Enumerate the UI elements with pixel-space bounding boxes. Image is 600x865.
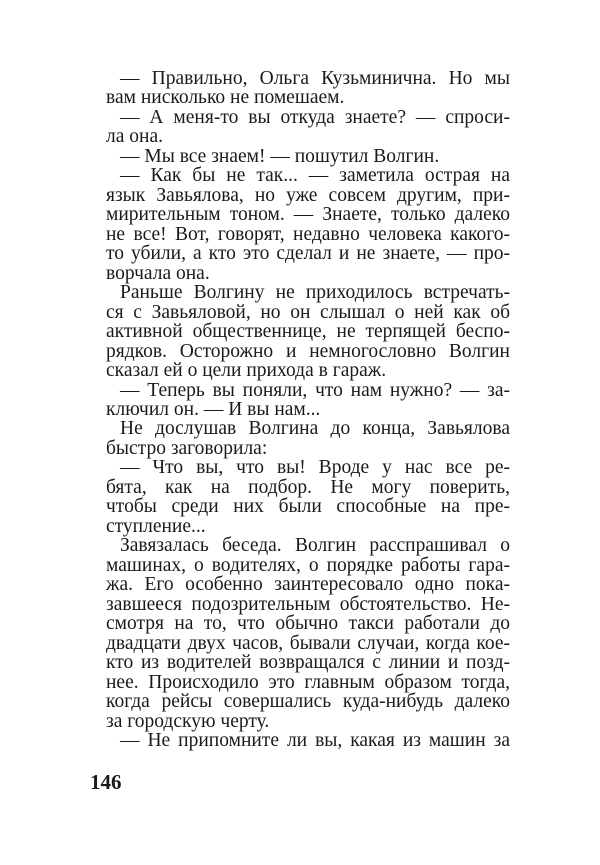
- text-line: за городскую черту.: [106, 710, 270, 732]
- text-line: — А меня-то вы откуда знаете? — спроси-: [120, 106, 510, 128]
- text-line: — Что вы, что вы! Вроде у нас все ре-: [120, 457, 510, 479]
- text-line: чтобы среди них были способные на пре-: [106, 496, 510, 518]
- text-line: когда рейсы совершались куда-нибудь далеко: [106, 691, 510, 713]
- page-number: 146: [90, 770, 122, 794]
- text-line: ворчала она.: [106, 262, 210, 284]
- text-line: вам нисколько не помешаем.: [106, 87, 345, 109]
- text-line: Не дослушав Волгина до конца, Завьялова: [120, 418, 510, 440]
- text-line: мирительным тоном. — Знаете, только далеко: [106, 204, 510, 226]
- text-line: нее. Происходило это главным образом тогда,: [106, 671, 510, 693]
- text-line: ключил он. — И вы нам...: [106, 399, 321, 420]
- text-line: — Мы все знаем! — пошутил Волгин.: [120, 145, 440, 167]
- text-line: — Теперь вы поняли, что нам нужно? — за-: [120, 379, 510, 401]
- text-line: ла она.: [106, 126, 163, 148]
- text-line: то убили, а кто это сделал и не знаете, — про-: [106, 243, 510, 265]
- text-line: — Правильно, Ольга Кузьминична. Но мы: [120, 68, 510, 89]
- text-line: не все! Вот, говорят, недавно человека какого-: [106, 223, 510, 245]
- text-line: смотря на то, что обычно такси работали до: [106, 613, 510, 635]
- text-line: Раньше Волгину не приходилось встречать-: [120, 282, 510, 304]
- text-line: — Не припомните ли вы, какая из машин за: [120, 730, 510, 751]
- text-line: рядков. Осторожно и немногословно Волгин: [106, 340, 510, 362]
- text-line: сказал ей о цели прихода в гараж.: [106, 360, 387, 382]
- text-line: машинах, о водителях, о порядке работы гара-: [106, 554, 510, 576]
- text-line: активной общественнице, не терпящей беспо-: [106, 321, 510, 343]
- text-line: язык Завьялова, но уже совсем другим, при-: [106, 184, 510, 206]
- text-line: быстро заговорила:: [106, 437, 268, 459]
- text-line: жа. Его особенно заинтересовало одно пока-: [106, 574, 510, 596]
- text-line: ступление...: [106, 515, 206, 537]
- text-line: двадцати двух часов, бывали случаи, когда кое-: [106, 632, 510, 654]
- text-line: ся с Завьяловой, но он слышал о ней как об: [106, 301, 510, 323]
- text-line: — Как бы не так... — заметила острая на: [120, 165, 510, 187]
- text-line: Завязалась беседа. Волгин расспрашивал о: [120, 535, 510, 557]
- text-line: завшееся подозрительным обстоятельство. Не-: [106, 593, 510, 615]
- text-line: бята, как на подбор. Не могу поверить,: [106, 476, 510, 498]
- text-line: кто из водителей возвращался с линии и позд-: [106, 652, 510, 674]
